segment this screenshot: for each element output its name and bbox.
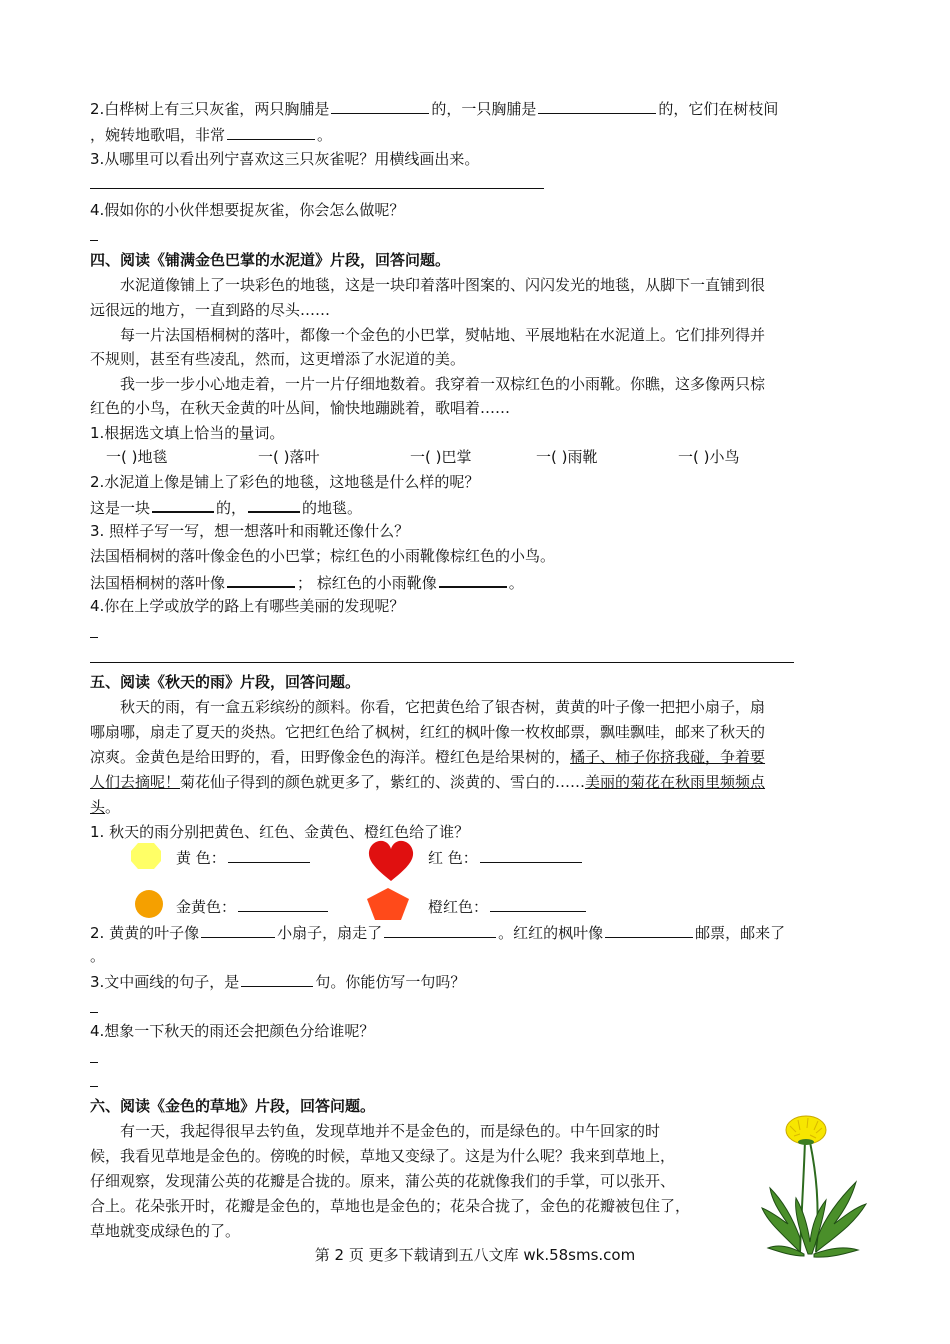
text: 这是一块 xyxy=(90,499,151,517)
s4-q3-example: 法国梧桐树的落叶像金色的小巴掌；棕红色的小雨靴像棕红色的小鸟。 xyxy=(90,547,556,565)
yellow-shape-icon xyxy=(130,842,162,870)
text: 法国梧桐树的落叶像 xyxy=(90,574,226,592)
s4-p1a: 水泥道像铺上了一块彩色的地毯，这是一块印着落叶图案的、闪闪发光的地毯，从脚下一直铺到很 xyxy=(120,276,766,294)
s5-p3 xyxy=(90,747,765,767)
underlined-sentence: 橘子、柿子你挤我碰，争着要 xyxy=(570,748,766,766)
blank[interactable] xyxy=(439,571,507,588)
text: 。红红的枫叶像 xyxy=(498,924,604,942)
blank[interactable] xyxy=(241,971,313,987)
text: 。 xyxy=(317,126,333,144)
text: 小扇子，扇走了 xyxy=(277,924,383,942)
answer-line[interactable] xyxy=(90,1062,98,1063)
s5-q2-line2: 。 xyxy=(90,947,106,965)
blank[interactable] xyxy=(228,847,310,863)
underlined-sentence: 人们去摘呢！ xyxy=(90,773,181,791)
s5-q4: 4.想象一下秋天的雨还会把颜色分给谁呢？ xyxy=(90,1022,375,1040)
text: 的地毯。 xyxy=(302,499,363,517)
blank[interactable] xyxy=(384,922,496,938)
blank[interactable] xyxy=(248,496,300,513)
blank[interactable] xyxy=(227,124,315,140)
text: 2. 黄黄的叶子像 xyxy=(90,924,200,942)
blank[interactable] xyxy=(605,922,693,938)
s5-p2: 哪扇哪，扇走了夏天的炎热。它把红色给了枫树，红红的枫叶像一枚枚邮票，飘哇飘哇，邮来了秋天的 xyxy=(90,723,766,741)
answer-line[interactable] xyxy=(90,1012,98,1013)
s4-q1-item-1[interactable]: 一( )地毯 xyxy=(106,448,168,466)
s5-p1: 秋天的雨，有一盒五彩缤纷的颜料。你看，它把黄色给了银杏树，黄黄的叶子像一把把小扇子，扇 xyxy=(120,698,766,716)
text: 。 xyxy=(105,798,121,816)
s4-q1-item-3[interactable]: 一( )巴掌 xyxy=(410,448,472,466)
s5-q1: 1. 秋天的雨分别把黄色、红色、金黄色、橙红色给了谁？ xyxy=(90,823,470,841)
s6-p2: 候，我看见草地是金色的。傍晚的时候，草地又变绿了。这是为什么呢？我来到草地上， xyxy=(90,1147,676,1165)
text: ； 棕红色的小雨靴像 xyxy=(297,574,437,592)
s4-q1: 1.根据选文填上恰当的量词。 xyxy=(90,424,285,442)
answer-line[interactable] xyxy=(90,1086,98,1087)
text: 3.文中画线的句子，是 xyxy=(90,973,240,991)
answer-line[interactable] xyxy=(90,240,98,241)
s4-q2: 2.水泥道上像是铺上了彩色的地毯，这地毯是什么样的呢？ xyxy=(90,473,480,491)
s4-q1-item-2[interactable]: 一( )落叶 xyxy=(258,448,320,466)
s3-q2-line1 xyxy=(90,98,778,119)
text: 的， xyxy=(216,499,247,517)
s4-q4: 4.你在上学或放学的路上有哪些美丽的发现呢？ xyxy=(90,597,405,615)
blank[interactable] xyxy=(152,496,214,513)
s5-red xyxy=(428,847,584,868)
blank[interactable] xyxy=(490,896,586,912)
answer-line[interactable] xyxy=(90,662,794,663)
s4-heading: 四、阅读《铺满金色巴掌的水泥道》片段，回答问题。 xyxy=(90,251,451,269)
blank[interactable] xyxy=(538,98,656,114)
s5-heading: 五、阅读《秋天的雨》片段，回答问题。 xyxy=(90,673,361,691)
orange-pentagon-icon xyxy=(366,887,410,921)
s4-q3-fill xyxy=(90,571,524,593)
s4-q2-fill xyxy=(90,496,362,518)
s4-p2a: 每一片法国梧桐树的落叶，都像一个金色的小巴掌，熨帖地、平展地粘在水泥道上。它们排列得并 xyxy=(120,326,766,344)
s3-q2-line2 xyxy=(90,124,332,145)
s5-yellow xyxy=(176,847,312,868)
s4-p3b: 红色的小鸟，在秋天金黄的叶丛间，愉快地蹦跳着，歌唱着…… xyxy=(90,399,511,417)
s5-q3 xyxy=(90,971,465,992)
blank[interactable] xyxy=(227,571,295,588)
text: 黄 色： xyxy=(176,849,226,867)
s5-p5 xyxy=(90,797,120,817)
text: 凉爽。金黄色是给田野的，看，田野像金色的海洋。橙红色是给果树的， xyxy=(90,748,571,766)
s5-q2-line1 xyxy=(90,922,785,943)
text: 邮票，邮来了 xyxy=(695,924,786,942)
s6-p3: 仔细观察，发现蒲公英的花瓣是合拢的。原来，蒲公英的花就像我们的手掌，可以张开、 xyxy=(90,1172,676,1190)
s5-p4 xyxy=(90,772,765,792)
s4-q3: 3. 照样子写一写，想一想落叶和雨靴还像什么？ xyxy=(90,522,410,540)
s4-p3a: 我一步一步小心地走着，一片一片仔细地数着。我穿着一双棕红色的小雨靴。你瞧，这多像两只棕 xyxy=(120,375,766,393)
text: 的，它们在树枝间 xyxy=(658,100,779,118)
blank[interactable] xyxy=(238,896,328,912)
s6-p1: 有一天，我起得很早去钓鱼，发现草地并不是金色的，而是绿色的。中午回家的时 xyxy=(120,1122,661,1140)
answer-line[interactable] xyxy=(90,188,544,189)
underlined-sentence: 头 xyxy=(90,798,106,816)
s4-p1b: 远很远的地方，一直到路的尽头…… xyxy=(90,301,331,319)
s6-p5: 草地就变成绿色的了。 xyxy=(90,1222,241,1240)
s3-q4: 4.假如你的小伙伴想要捉灰雀，你会怎么做呢？ xyxy=(90,201,405,219)
text: 金黄色： xyxy=(176,898,237,916)
s4-q1-item-5[interactable]: 一( )小鸟 xyxy=(678,448,740,466)
s4-p2b: 不规则，甚至有些凌乱，然而，这更增添了水泥道的美。 xyxy=(90,350,466,368)
answer-line[interactable] xyxy=(90,637,98,638)
s3-q3: 3.从哪里可以看出列宁喜欢这三只灰雀呢？用横线画出来。 xyxy=(90,150,480,168)
blank[interactable] xyxy=(331,98,429,114)
page-footer: 第 2 页 更多下载请到五八文库 wk.58sms.com xyxy=(314,1246,636,1264)
s6-heading: 六、阅读《金色的草地》片段，回答问题。 xyxy=(90,1097,376,1115)
red-heart-icon xyxy=(368,840,414,882)
s4-q1-item-4[interactable]: 一( )雨靴 xyxy=(536,448,598,466)
underlined-sentence: 美丽的菊花在秋雨里频频点 xyxy=(585,773,766,791)
text: 橙红色： xyxy=(428,898,489,916)
text: ，婉转地歌唱，非常 xyxy=(90,126,226,144)
gold-circle-icon xyxy=(134,889,164,919)
dandelion-flower-icon xyxy=(760,1112,870,1262)
text: 。 xyxy=(508,574,524,592)
text: 句。你能仿写一句吗？ xyxy=(315,973,466,991)
blank[interactable] xyxy=(201,922,275,938)
s6-p4: 合上。花朵张开时，花瓣是金色的，草地也是金色的；花朵合拢了，金色的花瓣被包住了， xyxy=(90,1197,691,1215)
text: 2.白桦树上有三只灰雀，两只胸脯是 xyxy=(90,100,330,118)
text: 红 色： xyxy=(428,849,478,867)
text: 菊花仙子得到的颜色就更多了，紫红的、淡黄的、雪白的…… xyxy=(180,773,586,791)
s5-orange xyxy=(428,896,588,917)
s5-gold xyxy=(176,896,330,917)
text: 的，一只胸脯是 xyxy=(431,100,537,118)
blank[interactable] xyxy=(480,847,582,863)
